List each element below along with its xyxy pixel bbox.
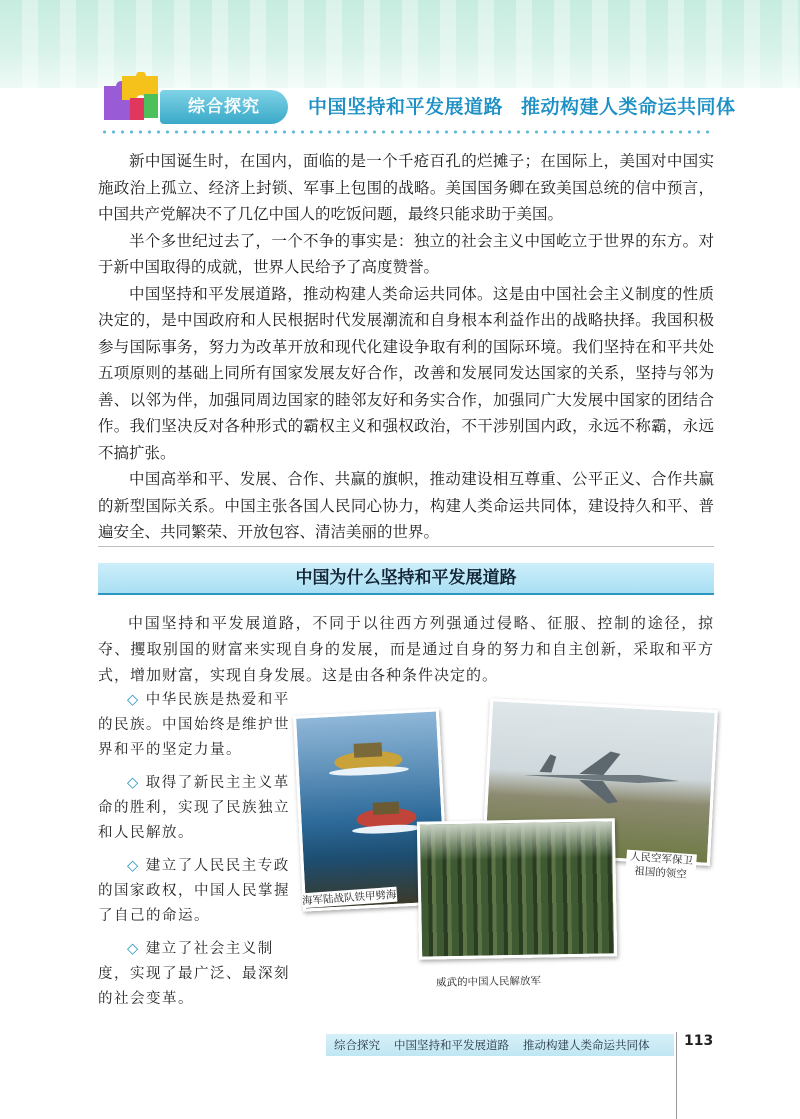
title-part-2: 推动构建人类命运共同体: [521, 96, 736, 118]
box-intro-text: 中国坚持和平发展道路，不同于以往西方列强通过侵略、征服、控制的途径，掠夺、攫取别国的财富来实现自身的发展，而是通过自身的努力和自主创新，采取和平方式，增加财富，实现自身发展。这是由各种条件决定的。: [98, 614, 714, 684]
caption-airforce: 人民空军保卫祖国的领空: [625, 850, 697, 883]
diamond-bullet-icon: ◇: [127, 775, 140, 791]
diamond-bullet-icon: ◇: [127, 941, 140, 957]
footer-section: 综合探究: [334, 1038, 380, 1052]
caption-navy: 海军陆战队铁甲劈海: [301, 888, 397, 908]
army-photo: [417, 818, 617, 959]
reason-text: 建立了人民民主专政的国家政权，中国人民掌握了自己的命运。: [98, 858, 290, 924]
page-number: 113: [684, 1033, 714, 1049]
reason-text: 取得了新民主主义革命的胜利，实现了民族独立和人民解放。: [98, 775, 290, 841]
reason-item: [98, 854, 293, 929]
box-heading: 中国为什么坚持和平发展道路: [98, 563, 714, 595]
reason-text: 建立了社会主义制度，实现了最广泛、最深刻的社会变革。: [98, 941, 290, 1007]
caption-army: 威武的中国人民解放军: [435, 975, 542, 989]
diamond-bullet-icon: ◇: [127, 858, 140, 874]
hovercraft-icon: [327, 733, 409, 777]
main-text: [98, 148, 714, 546]
puzzle-icon: [100, 72, 162, 122]
section-tag: 综合探究: [160, 90, 288, 124]
fighter-jet-icon: [518, 743, 691, 812]
paragraph: 新中国诞生时，在国内，面临的是一个千疮百孔的烂摊子；在国际上，美国对中国实施政治上孤立、经济上封锁、军事上包围的战略。美国国务卿在致美国总统的信中预言，中国共产党解决不了几亿中国人的吃饭问题，最终只能求助于美国。: [98, 152, 714, 223]
paragraph: 半个多世纪过去了，一个不争的事实是：独立的社会主义中国屹立于世界的东方。对于新中国取得的成就，世界人民给予了高度赞誉。: [98, 231, 714, 276]
box-intro: [98, 610, 714, 688]
reason-item: [98, 937, 293, 1012]
footer-bar: [326, 1034, 674, 1056]
paragraph: 中国高举和平、发展、合作、共赢的旗帜，推动建设相互尊重、公平正义、合作共赢的新型国际关系。中国主张各国人民同心协力，构建人类命运共同体，建设持久和平、普遍安全、共同繁荣、开放包容、清洁美丽的世界。: [98, 470, 714, 541]
diamond-bullet-icon: ◇: [127, 692, 140, 708]
hovercraft-icon: [350, 792, 422, 836]
footer-title-2: 推动构建人类命运共同体: [523, 1038, 650, 1052]
reason-item: [98, 688, 293, 763]
reason-text: 中华民族是热爱和平的民族。中国始终是维护世界和平的坚定力量。: [98, 692, 290, 758]
page-title: [308, 92, 754, 119]
dotted-divider: [100, 130, 715, 134]
title-part-1: 中国坚持和平发展道路: [308, 96, 504, 118]
reasons-list: [98, 688, 293, 1020]
photo-collage: [290, 700, 722, 1000]
page-edge-line: [676, 1032, 677, 1119]
reason-item: [98, 771, 293, 846]
section-divider: [98, 546, 714, 547]
paragraph: 中国坚持和平发展道路，推动构建人类命运共同体。这是由中国社会主义制度的性质决定的，是中国政府和人民根据时代发展潮流和自身根本利益作出的战略抉择。我国积极参与国际事务，努力为改革开放和现代化建设争取有利的国际环境。我们坚持在和平共处五项原则的基础上同所有国家发展友好合作，改善和发展同发达国家的关系，坚持与邻为善、以邻为伴，加强同周边国家的睦邻友好和务实合作，加强同广大发展中国家的团结合作。我们坚决反对各种形式的霸权主义和强权政治，不干涉别国内政，永远不称霸，永远不搞扩张。: [98, 284, 714, 462]
footer-title-1: 中国坚持和平发展道路: [394, 1038, 509, 1052]
